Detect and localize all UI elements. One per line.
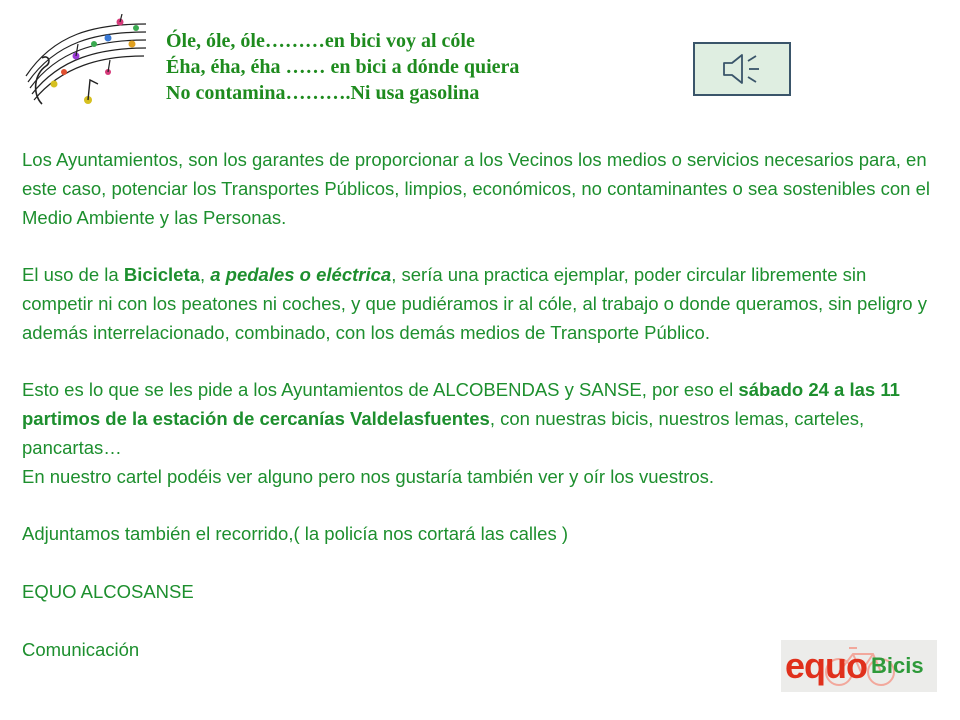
- signature-org: EQUO ALCOSANSE: [22, 580, 194, 602]
- text-run: , con nuestras bicis, nuestros lemas, carteles, pancartas…: [22, 408, 865, 458]
- text-run: ,: [199, 264, 211, 286]
- bold-italic-pedales: a pedales o eléctrica: [210, 264, 392, 286]
- text-run: El uso de la: [22, 264, 124, 286]
- paragraph-bicicleta: [22, 261, 942, 347]
- slogan-line-1: Óle, óle, óle………en bici voy al cóle: [166, 30, 475, 52]
- paragraph-convocatoria: [22, 376, 942, 462]
- text-run: Esto es lo que se les pide a los Ayuntamientos de ALCOBENDAS y SANSE, por eso el: [22, 379, 739, 401]
- paragraph-ayuntamientos: Los Ayuntamientos, son los garantes de proporcionar a los Vecinos los medios o servicios necesarios para, en este caso, potenciar los Transportes Públicos, limpios, económicos, no contaminantes o sea sostenibles con el Medio Ambiente y las Personas.: [22, 149, 931, 228]
- slogan-line-2: Éha, éha, éha …… en bici a dónde quiera: [166, 56, 520, 78]
- signature-dept: Comunicación: [22, 638, 140, 660]
- letter-body: [22, 146, 942, 664]
- logo-brand: equo: [785, 645, 867, 686]
- paragraph-cartel: En nuestro cartel podéis ver alguno pero nos gustaría también ver y oír los vuestros.: [22, 465, 715, 487]
- paragraph-recorrido: Adjuntamos también el recorrido,( la policía nos cortará las calles ): [22, 523, 568, 545]
- music-notes-icon: [24, 14, 150, 114]
- logo-product: Bicis: [871, 653, 924, 678]
- slogan-line-3: No contamina……….Ni usa gasolina: [166, 82, 480, 104]
- bold-bicicleta: Bicicleta: [123, 264, 200, 286]
- speaker-icon: [718, 51, 766, 87]
- bold-fecha-lugar: sábado 24 a las 11 partimos de la estación de cercanías Valdelasfuentes: [22, 379, 900, 430]
- equo-bicis-logo: [781, 640, 937, 692]
- sound-button[interactable]: [693, 42, 791, 96]
- slogan: [166, 28, 519, 106]
- text-run: , sería una practica ejemplar, poder circular libremente sin competir ni con los peatones ni coches, y que pudiéramos ir al cóle, al trabajo o donde queramos, sin peligro y además interrelacionado, combinado, con los demás medios de Transporte Público.: [22, 264, 927, 343]
